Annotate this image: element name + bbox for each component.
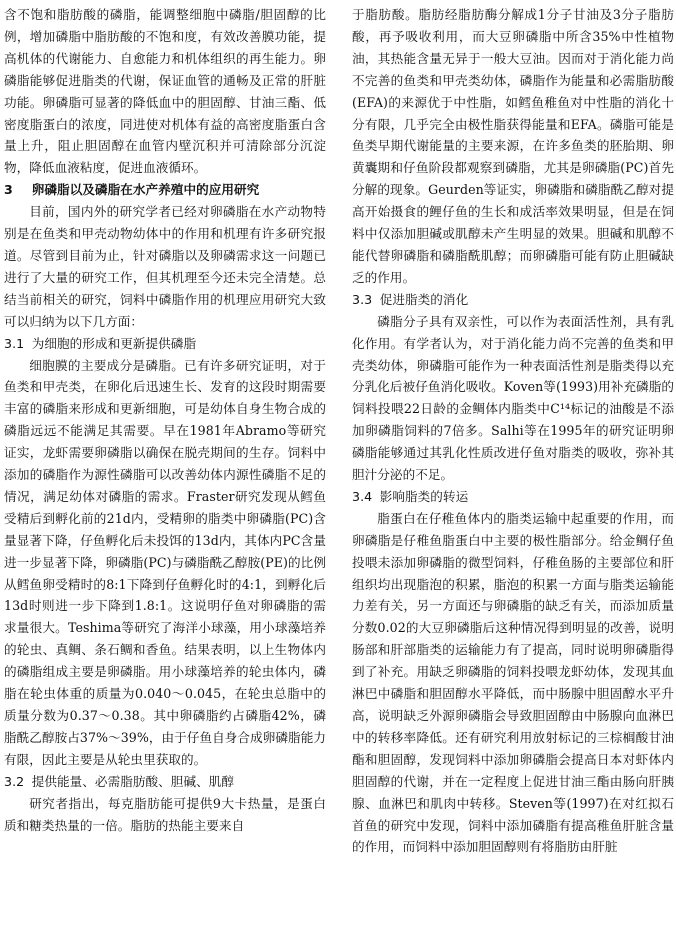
subsection-heading <box>352 289 674 311</box>
subsection-title: 影响脂类的转运 <box>379 488 469 504</box>
section-title: 卵磷脂以及磷脂在水产养殖中的应用研究 <box>31 182 260 198</box>
paragraph: 于脂肪酸。脂肪经脂肪酶分解成1分子甘油及3分子脂肪酸，再予吸收利用，而大豆卵磷脂中所含35%中性植物油，其热能含量无异于一般大豆油。因而对于消化能力尚不完善的鱼类和甲壳类幼体，磷脂作为能量和必需脂肪酸(EFA)的来源优于中性脂，如鳕鱼稚鱼对中性脂的消化十分有限，几乎完全由极性脂获得能量和EFA。磷脂可能是鱼类早期代谢能量的主要来源，在许多鱼类的胚胎期、卵黄囊期和仔鱼阶段都观察到磷脂，尤其是卵磷脂(PC)首先分解的现象。Geurden等证实，卵磷脂和磷脂酰乙醇对提高开始摄食的鲤仔鱼的生长和成活率效果明显，但是在饲料中仅添加胆碱或肌醇未产生明显的效果。胆碱和肌醇不能代替卵磷脂和磷脂酰肌醇；而卵磷脂可能有防止胆碱缺乏的作用。 <box>352 7 674 285</box>
right-column <box>352 4 674 858</box>
paragraph: 研究者指出，每克脂肪能可提供9大卡热量，是蛋白质和糖类热量的一倍。脂肪的热能主要来自 <box>4 795 326 833</box>
section-number: 3 <box>4 182 13 198</box>
subsection-title: 为细胞的形成和更新提供磷脂 <box>31 335 197 351</box>
left-column <box>4 4 326 836</box>
paragraph: 目前，国内外的研究学者已经对卵磷脂在水产动物特别是在鱼类和甲壳动物幼体中的作用和机理有许多研究报道。尽管到目前为止，针对磷脂以及卵磷需求这一问题已进行了大量的研究工作，但其机理至今还未完全清楚。总结当前相关的研究，饲料中磷脂作用的机理应用研究大致可以归纳为以下几方面： <box>4 204 326 329</box>
paragraph: 脂蛋白在仔稚鱼体内的脂类运输中起重要的作用，而卵磷脂是仔稚鱼脂蛋白中主要的极性脂部分。给金鲷仔鱼投喂未添加卵磷脂的微型饲料，仔稚鱼肠的主要部位和肝组织均出现脂泡的积累，脂泡的积累一方面与脂类运输能力差有关，另一方面还与卵磷脂的缺乏有关，而添加质量分数0.02的大豆卵磷脂后这种情况得到明显的改善，说明肠部和肝部脂类的运输能力有了提高，同时说明卵磷脂得到了补充。用缺乏卵磷脂的饲料投喂龙虾幼体，发现其血淋巴中磷脂和胆固醇水平降低，而中肠腺中胆固醇水平升高，说明缺乏外源卵磷脂会导致胆固醇由中肠腺向血淋巴中的转移率降低。还有研究利用放射标记的三棕榈酸甘油酯和胆固醇，发现饲料中添加卵磷脂会提高日本对虾体内胆固醇的代谢，并在一定程度上促进甘油三酯由肠向肝胰腺、血淋巴和肌肉中转移。Steven等(1997)在对红拟石首鱼的研究中发现，饲料中添加磷脂有提高稚鱼肝脏含量的作用，而饲料中添加胆固醇则有将脂肪由肝脏 <box>352 510 674 855</box>
subsection-heading <box>4 771 326 793</box>
paragraph: 含不饱和脂肪酸的磷脂，能调整细胞中磷脂/胆固醇的比例，增加磷脂中脂肪酸的不饱和度，有效改善膜功能，提高机体的代谢能力、自愈能力和机体组织的再生能力。卵磷脂能够促进脂类的代谢，保证血管的通畅及正常的肝脏功能。卵磷脂可显著的降低血中的胆固醇、甘油三酯、低密度脂蛋白的浓度，同进使对机体有益的高密度脂蛋白含量上升，阻止胆固醇在血管内壁沉积并可清除部分沉淀物，降低血液粘度，促进血液循环。 <box>4 7 326 176</box>
subsection-number: 3.1 <box>4 335 25 351</box>
subsection-heading <box>352 486 674 508</box>
paragraph: 磷脂分子具有双亲性，可以作为表面活性剂，具有乳化作用。有学者认为，对于消化能力尚不完善的鱼类和甲壳类幼体，卵磷脂可能作为一种表面活性剂是脂类得以充分乳化后被仔鱼消化吸收。Koven等(1993)用补充磷脂的饲料投喂22日龄的金鲷体内脂类中C¹⁴标记的油酸是不添加卵磷脂饲料的7倍多。Salhi等在1995年的研究证明卵磷脂能够通过其乳化性质改进仔鱼对脂类的吸收，弥补其胆汁分泌的不足。 <box>352 313 674 483</box>
subsection-number: 3.4 <box>352 488 373 504</box>
paragraph: 细胞膜的主要成分是磷脂。已有许多研究证明，对于鱼类和甲壳类，在卵化后迅速生长、发育的这段时期需要丰富的磷脂来形成和更新细胞，可是幼体自身生物合成的磷脂远远不能满足其需要。早在1981年Abramo等研究证实，龙虾需要卵磷脂以确保在脱壳期间的生存。饲料中添加的磷脂作为源性磷脂可以改善幼体内源性磷脂不足的情况，满足幼体对磷脂的需求。Fraster研究发现从鳕鱼受精后到孵化前的21d内，受精卵的脂类中卵磷脂(PC)含量显著下降，仔鱼孵化后未投饵的13d内，其体内PC含量进一步显著下降，卵磷脂(PC)与磷脂酰乙醇胺(PE)的比例从鳕鱼卵受精时的8:1下降到仔鱼孵化时的4:1，到孵化后13d时则进一步下降到1.8:1。这说明仔鱼对卵磷脂的需求量很大。Teshima等研究了海洋小球藻，用小球藻培养的轮虫、真鲷、条石鲷和香鱼。结果表明，以上生物体内的磷脂组成主要是卵磷脂。用小球藻培养的轮虫体内，磷脂在轮虫体重的质量为0.040～0.045，在轮虫总脂中的质量分数为0.37～0.38。其中卵磷脂约占磷脂42%，磷脂酰乙醇胺占37%～39%，由于仔鱼自身合成卵磷脂能力有限，因此主要是从轮虫里获取的。 <box>4 357 326 767</box>
subsection-heading <box>4 333 326 355</box>
subsection-number: 3.2 <box>4 773 25 789</box>
section-heading <box>4 179 326 201</box>
subsection-number: 3.3 <box>352 291 373 307</box>
subsection-title: 促进脂类的消化 <box>379 291 469 307</box>
subsection-title: 提供能量、必需脂肪酸、胆碱、肌醇 <box>31 773 235 789</box>
